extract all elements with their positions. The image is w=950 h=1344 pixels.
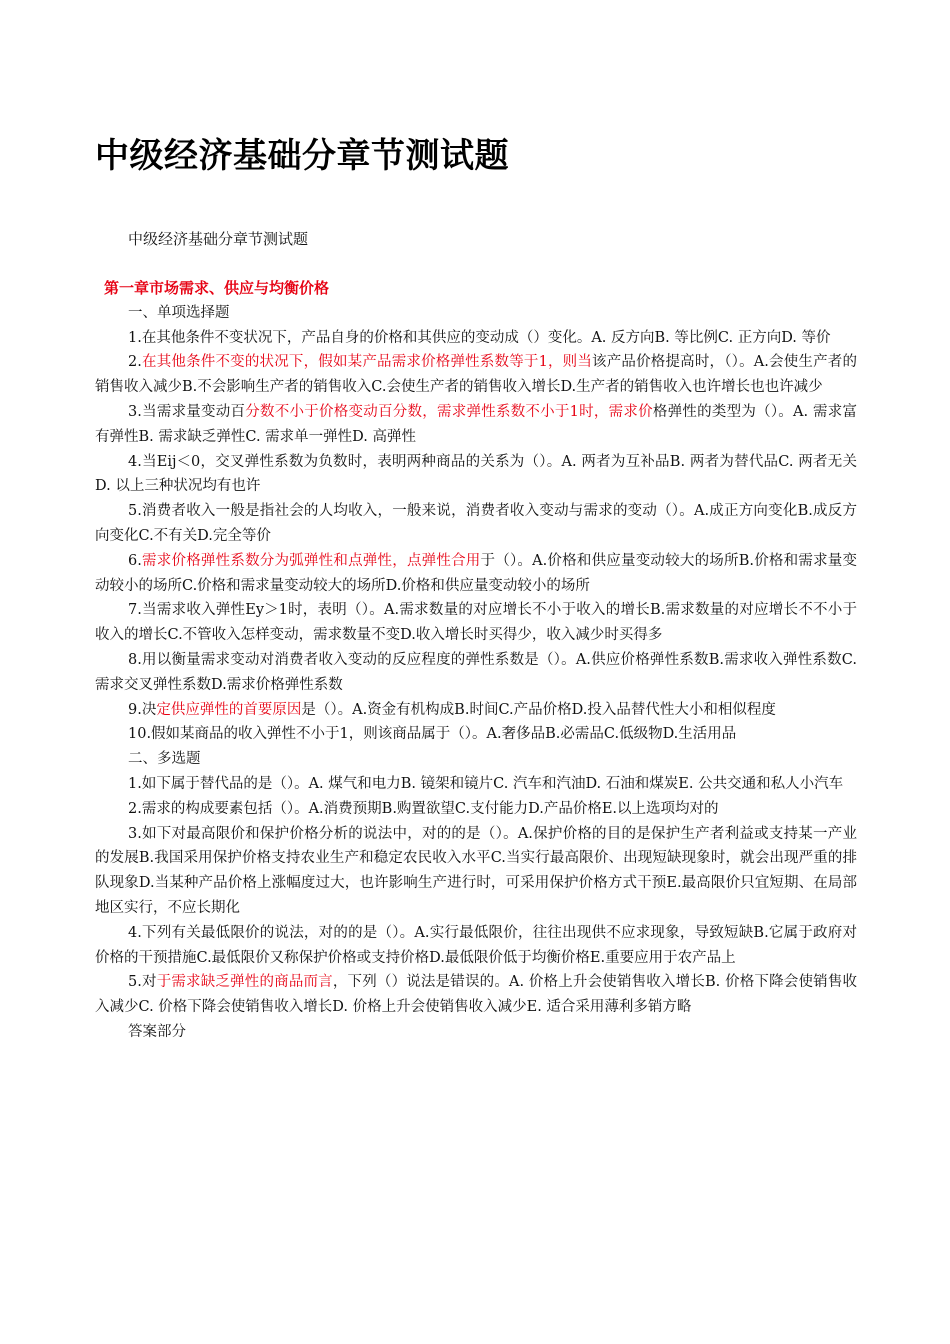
question-text: 2.需求的构成要素包括（）。A.消费预期B.购置欲望C.支付能力D.产品价格E.以上选项均对的	[128, 800, 719, 817]
highlighted-text: 分数不小于价格变动百分数，需求弹性系数不小于1时，需求价	[245, 403, 653, 420]
highlighted-text: 需求价格弹性系数分为弧弹性和点弹性，点弹性合用	[141, 552, 481, 569]
question-text: 5.对	[128, 974, 157, 991]
highlighted-text: 于需求缺乏弹性的商品而言	[156, 974, 333, 991]
document-subtitle: 中级经济基础分章节测试题	[128, 230, 309, 248]
section-heading-multi-choice: 二、多选题	[128, 751, 201, 768]
question-item	[95, 598, 857, 648]
question-text: 7.当需求收入弹性Ey＞1时，表明（）。A.需求数量的对应增长不小于收入的增长B.需求数量的对应增长不不小于收入的增长C.不管收入怎样变动，需求数量不变D.收入增长时买得少，收入减少时买得多	[95, 602, 857, 644]
question-item	[95, 326, 857, 351]
question-item	[95, 698, 857, 723]
section-heading-single-choice: 一、单项选择题	[128, 304, 230, 321]
question-text: 该产品价格提高时，（）。A.会使生产者的销售收入减少B.不会影响生产者的销售收入C.会使生产者的销售收入增长D.生产者的销售收入也许增长也也许减少	[95, 354, 857, 396]
question-text: 4.当Eij＜0，交叉弹性系数为负数时，表明两种商品的关系为（）。A. 两者为互补品B. 两者为替代品C. 两者无关D. 以上三种状况均有也许	[95, 453, 857, 495]
question-text: 6.	[128, 552, 142, 569]
question-text: 于（）。A.价格和供应量变动较大的场所B.价格和需求量变动较小的场所C.价格和需求量变动较大的场所D.价格和供应量变动较小的场所	[95, 552, 857, 594]
question-text: 是（）。A.资金有机构成B.时间C.产品价格D.投入品替代性大小和相似程度	[301, 701, 776, 718]
highlighted-text: 在其他条件不变的状况下，假如某产品需求价格弹性系数等于1，则当	[141, 354, 593, 371]
question-item	[95, 772, 857, 797]
question-item	[95, 549, 857, 599]
single-choice-list	[95, 326, 857, 748]
question-item	[95, 722, 857, 747]
question-item	[95, 450, 857, 500]
question-text: 8.用以衡量需求变动对消费者收入变动的反应程度的弹性系数是（）。A.供应价格弹性系数B.需求收入弹性系数C.需求交叉弹性系数D.需求价格弹性系数	[95, 651, 857, 693]
chapter-heading: 第一章市场需求、供应与均衡价格	[104, 279, 330, 297]
question-item	[95, 648, 857, 698]
highlighted-text: 定供应弹性的首要原因	[156, 701, 302, 718]
question-item	[95, 970, 857, 1020]
document-body	[95, 276, 857, 1045]
question-text: 格弹性的类型为（）。A. 需求富有弹性B. 需求缺乏弹性C. 需求单一弹性D. 高弹性	[95, 403, 857, 445]
question-text: 5.消费者收入一般是指社会的人均收入，一般来说，消费者收入变动与需求的变动（）。A.成正方向变化B.成反方向变化C.不有关D.完全等价	[95, 503, 857, 544]
question-item	[95, 921, 857, 971]
question-item	[95, 822, 857, 921]
question-text: 9.决	[128, 701, 157, 718]
question-text: 3.如下对最高限价和保护价格分析的说法中，对的的是（）。A.保护价格的目的是保护生产者利益或支持某一产业的发展B.我国采用保护价格支持农业生产和稳定农民收入水平C.当实行最高限价、出现短缺现象时，就会出现严重的排队现象D.当某种产品价格上涨幅度过大，也许影响生产进行时，可采用保护价格方式干预E.最高限价只宜短期、在局部地区实行，不应长期化	[95, 825, 857, 916]
question-text: ，下列（）说法是错误的。A. 价格上升会使销售收入增长B. 价格下降会使销售收入减少C. 价格下降会使销售收入增长D. 价格上升会使销售收入减少E. 适合采用薄利多销方略	[95, 974, 858, 1016]
question-item	[95, 350, 857, 400]
question-item	[95, 797, 857, 822]
answers-label: 答案部分	[128, 1023, 186, 1040]
question-text: 1.如下属于替代品的是（）。A. 煤气和电力B. 镜架和镜片C. 汽车和汽油D. 石油和煤炭E. 公共交通和私人小汽车	[128, 775, 844, 792]
question-item	[95, 400, 857, 450]
document-title: 中级经济基础分章节测试题	[95, 136, 509, 176]
question-item	[95, 499, 857, 549]
question-text: 2.	[128, 354, 142, 371]
question-text: 3.当需求量变动百	[128, 403, 246, 420]
multi-choice-list	[95, 772, 857, 1020]
question-text: 4.下列有关最低限价的说法，对的的是（）。A.实行最低限价，往往出现供不应求现象，导致短缺B.它属于政府对价格的干预措施C.最低限价又称保护价格或支持价格D.最低限价低于均衡价格E.重要应用于农产品上	[95, 924, 857, 966]
question-text: 1.在其他条件不变状况下，产品自身的价格和其供应的变动成（）变化。A. 反方向B. 等比例C. 正方向D. 等价	[128, 329, 831, 346]
question-text: 10.假如某商品的收入弹性不小于1，则该商品属于（）。A.奢侈品B.必需品C.低级物D.生活用品	[128, 726, 737, 743]
